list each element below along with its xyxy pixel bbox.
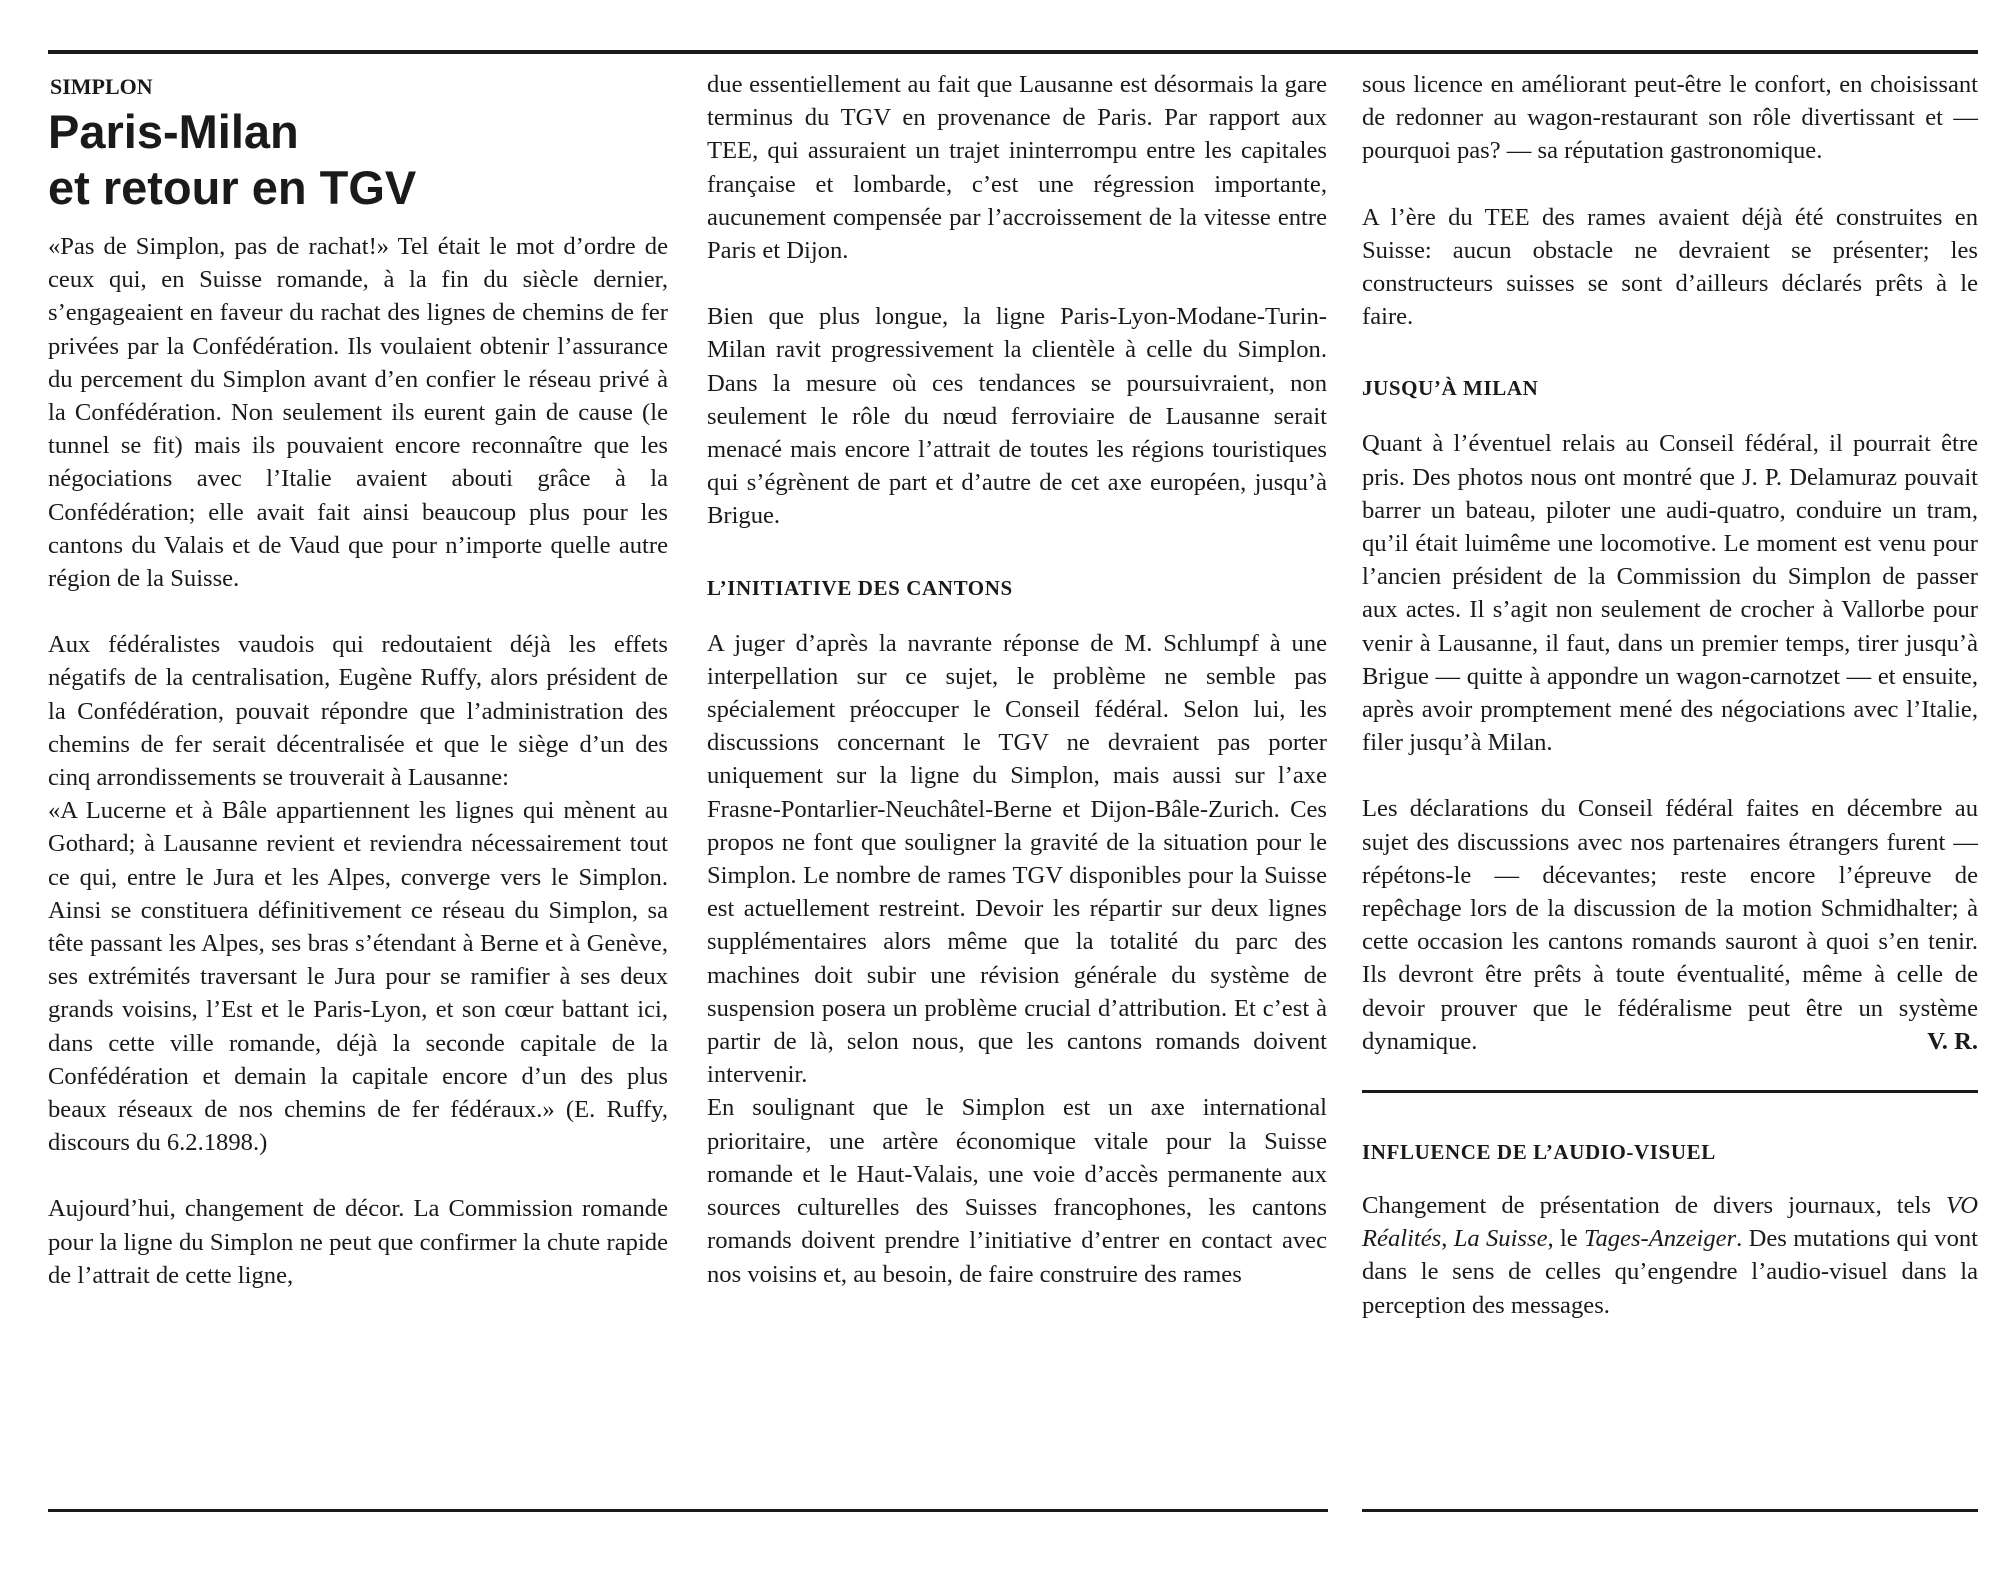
closing-text: Les déclarations du Conseil fédéral faites en décembre au sujet des discussions avec nos partenaires étrangers furent — répétons-le — décevantes; reste encore l’épreuve de repêchage lors de la discussion de la motion Schmidhalter; à cette occasion les cantons romands sauront à quoi s’en tenir. Ils devront être prêts à toute éventualité, même à celle de devoir prouver que le fédéralisme peut être un système dynamique. [1362,795,1978,1055]
bottom-rule [48,1509,1328,1512]
publication-name: Tages-Anzeiger [1584,1225,1737,1253]
paragraph: Aujourd’hui, changement de décor. La Commission romande pour la ligne du Simplon ne peut que confirmer la chute rapide de l’attrait de cette ligne, [48,1195,668,1289]
publication-name: VO Réalités [1362,1192,1978,1253]
paragraph: Quant à l’éventuel relais au Conseil fédéral, il pourrait être pris. Des photos nous ont montré que J. P. Delamuraz pouvait barrer un bateau, piloter une audi-quatro, conduire un tram, qu’il était luimême une locomotive. Le moment est venu pour l’ancien président de la Commission du Simplon de passer aux actes. Il s’agit non seulement de crocher à Vallorbe pour venir à Lausanne, il faut, dans un premier temps, tirer jusqu’à Brigue — quitte à appondre un wagon-carnotzet — et ensuite, après avoir promptement mené des négociations avec l’Italie, filer jusqu’à Milan. [1362,430,1978,757]
title-line-1: Paris-Milan [48,105,299,158]
author-signature: V. R. [1927,1027,1978,1055]
paragraph: Aux fédéralistes vaudois qui redoutaient déjà les effets négatifs de la centralisation, Eugène Ruffy, alors président de la Confédération, pouvait répondre que l’administration des chemins de fer serait décentralisée et que le siège d’un des cinq arrondissements se trouverait à Lausanne: [48,631,668,792]
article-kicker: SIMPLON [50,74,153,99]
title-line-2: et retour en TGV [48,161,417,214]
column-1 [48,68,668,1292]
sidebar-text: Changement de présentation de divers journaux, tels [1362,1192,1946,1220]
publication-name: La Suisse [1453,1225,1548,1253]
paragraph: En soulignant que le Simplon est un axe international prioritaire, une artère économique vitale pour la Suisse romande et le Haut-Valais, une voie d’accès permanente aux sources culturelles des Suisses francophones, les cantons romands doivent prendre l’initiative d’entrer en contact avec nos voisins et, au besoin, de faire construire des rames [707,1094,1327,1288]
quote-paragraph: «A Lucerne et à Bâle appartiennent les lignes qui mènent au Gothard; à Lausanne revient et reviendra nécessairement tout ce qui, entre le Jura et les Alpes, converge vers le Simplon. Ainsi se constituera définitivement ce réseau du Simplon, sa tête passant les Alpes, ses bras s’étendant à Berne et à Genève, ses extrémités traversant le Jura pour se ramifier à ses deux grands voisins, l’Est et le Paris-Lyon, et son cœur battant ici, dans cette ville romande, déjà la seconde capitale de la Confédération et demain la capitale encore d’un des plus beaux réseaux de nos chemins de fer fédéraux.» (E. Ruffy, discours du 6.2.1898.) [48,797,668,1157]
paragraph [1362,792,1978,1058]
article-title [48,104,668,216]
sidebar-text: , [1441,1225,1454,1253]
sidebar-text: . Des mutations qui vont dans le sens de celles qu’engendre l’audio-visuel dans la perception des messages. [1362,1225,1978,1319]
column-3 [1362,68,1978,1322]
paragraph: A juger d’après la navrante réponse de M. Schlumpf à une interpellation sur ce sujet, le problème ne semble pas spécialement préoccuper le Conseil fédéral. Selon lui, les discussions concernant le TGV ne devraient pas porter uniquement sur la ligne du Simplon, mais aussi sur l’axe Frasne-Pontarlier-Neuchâtel-Berne et Dijon-Bâle-Zurich. Ces propos ne font que souligner la gravité de la situation pour le Simplon. Le nombre de rames TGV disponibles pour la Suisse est actuellement restreint. Devoir les répartir sur deux lignes supplémentaires alors même que la totalité du parc des machines doit subir une révision générale du système de suspension posera un problème crucial d’attribution. Et c’est à partir de là, selon nous, que les cantons romands doivent intervenir. [707,629,1327,1089]
section-heading: L’INITIATIVE DES CANTONS [707,575,1013,600]
sidebar-paragraph [1362,1189,1978,1322]
section-divider [1362,1090,1978,1093]
column-2 [707,68,1327,1291]
paragraph: Bien que plus longue, la ligne Paris-Lyon-Modane-Turin-Milan ravit progressivement la clientèle à celle du Simplon. Dans la mesure où ces tendances se poursuivraient, non seulement le rôle du nœud ferroviaire de Lausanne serait menacé mais encore l’attrait de toutes les régions touristiques qui s’égrènent de part et d’autre de cet axe européen, jusqu’à Brigue. [707,303,1327,530]
top-rule [48,50,1978,54]
paragraph: sous licence en améliorant peut-être le confort, en choisissant de redonner au wagon-restaurant son rôle divertissant et — pourquoi pas? — sa réputation gastronomique. [1362,71,1978,165]
paragraph: «Pas de Simplon, pas de rachat!» Tel était le mot d’ordre de ceux qui, en Suisse romande, à la fin du siècle dernier, s’engageaient en faveur du rachat des lignes de chemins de fer privées par la Confédération. Ils voulaient obtenir l’assurance du percement du Simplon avant d’en confier le réseau privé à la Confédération. Non seulement ils eurent gain de cause (le tunnel se fit) mais ils pouvaient encore reconnaître que les négociations avec l’Italie avaient abouti grâce à la Confédération; elle avait fait ainsi beaucoup plus pour les cantons du Valais et de Vaud que pour n’importe quelle autre région de la Suisse. [48,233,668,593]
paragraph: A l’ère du TEE des rames avaient déjà été construites en Suisse: aucun obstacle ne devraient se présenter; les constructeurs suisses se sont d’ailleurs déclarés prêts à le faire. [1362,203,1978,331]
sidebar-heading: INFLUENCE DE L’AUDIO-VISUEL [1362,1140,1716,1165]
paragraph: due essentiellement au fait que Lausanne est désormais la gare terminus du TGV en provenance de Paris. Par rapport aux TEE, qui assuraient un trajet ininterrompu entre les capitales française et lombarde, c’est une régression importante, aucunement compensée par l’accroissement de la vitesse entre Paris et Dijon. [707,71,1327,265]
section-heading: JUSQU’À MILAN [1362,376,1539,401]
bottom-rule [1362,1509,1978,1512]
sidebar-text: , le [1547,1225,1585,1253]
